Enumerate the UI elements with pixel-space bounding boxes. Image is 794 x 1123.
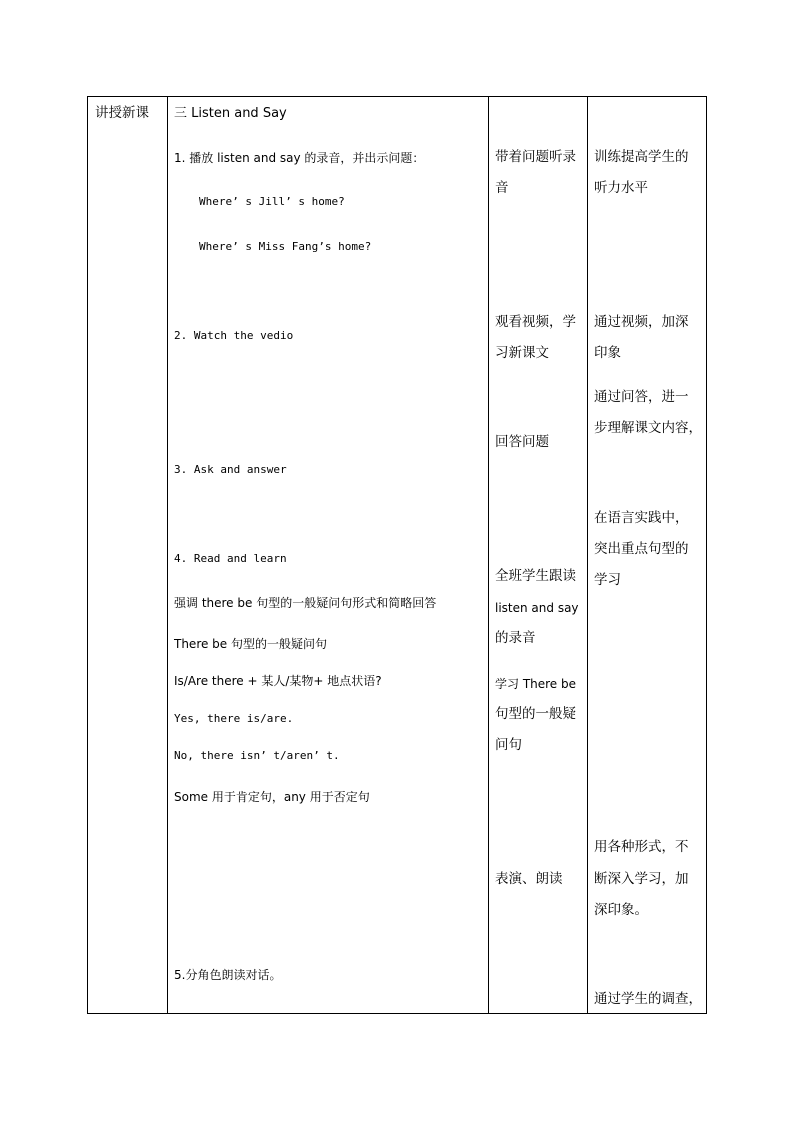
content-pattern: Is/Are there + 某人/某物+ 地点状语? [174, 674, 382, 688]
content-some-any: Some 用于肯定句，any 用于否定句 [174, 790, 370, 804]
student-activity-line: 表演、朗读 [495, 871, 563, 887]
content-grammar-title: There be 句型的一般疑问句 [174, 637, 328, 651]
design-intent-line: 通过学生的调查， [594, 991, 702, 1007]
content-no-answer: No, there isn’ t/aren’ t. [174, 749, 340, 762]
design-intent-line: 训练提高学生的 [594, 149, 689, 165]
design-intent-line: 用各种形式，不 [594, 839, 689, 855]
design-intent-line: 学习 [594, 572, 621, 588]
content-yes-answer: Yes, there is/are. [174, 712, 294, 725]
design-intent-line: 通过问答，进一 [594, 389, 689, 405]
student-activity-line: 的录音 [495, 630, 536, 646]
student-activity-line: 习新课文 [495, 345, 549, 361]
design-intent-line: 步理解课文内容， [594, 420, 702, 436]
student-activity-line: 句型的一般疑 [495, 706, 576, 722]
content-step-2: 2. Watch the vedio [174, 329, 294, 342]
design-intent-line: 听力水平 [594, 180, 648, 196]
student-activity-line: 全班学生跟读 [495, 568, 576, 584]
content-heading: 三 Listen and Say [174, 106, 287, 121]
lesson-plan-table [87, 96, 707, 1014]
content-step-1: 1. 播放 listen and say 的录音，并出示问题： [174, 151, 425, 165]
design-intent-line: 印象 [594, 345, 621, 361]
student-activity-line: 学习 There be [495, 677, 577, 691]
content-question-1: Where’ s Jill’ s home? [199, 195, 345, 208]
content-step-3: 3. Ask and answer [174, 463, 287, 476]
content-emphasis: 强调 there be 句型的一般疑问句形式和简略回答 [174, 596, 437, 610]
column-divider [587, 97, 588, 1013]
student-activity-line: listen and say [495, 601, 579, 615]
section-label: 讲授新课 [95, 105, 149, 121]
content-question-2: Where’ s Miss Fang’s home? [199, 240, 372, 253]
column-divider [488, 97, 489, 1013]
student-activity-line: 观看视频，学 [495, 314, 576, 330]
design-intent-line: 在语言实践中， [594, 510, 689, 526]
student-activity-line: 回答问题 [495, 434, 549, 450]
content-step-4: 4. Read and learn [174, 552, 287, 565]
student-activity-line: 带着问题听录 [495, 149, 576, 165]
design-intent-line: 通过视频，加深 [594, 314, 689, 330]
design-intent-line: 断深入学习，加 [594, 871, 689, 887]
design-intent-line: 深印象。 [594, 902, 648, 918]
student-activity-line: 音 [495, 180, 509, 196]
student-activity-line: 问句 [495, 737, 522, 753]
column-divider [167, 97, 168, 1013]
content-step-5: 5.分角色朗读对话。 [174, 968, 282, 982]
design-intent-line: 突出重点句型的 [594, 541, 689, 557]
